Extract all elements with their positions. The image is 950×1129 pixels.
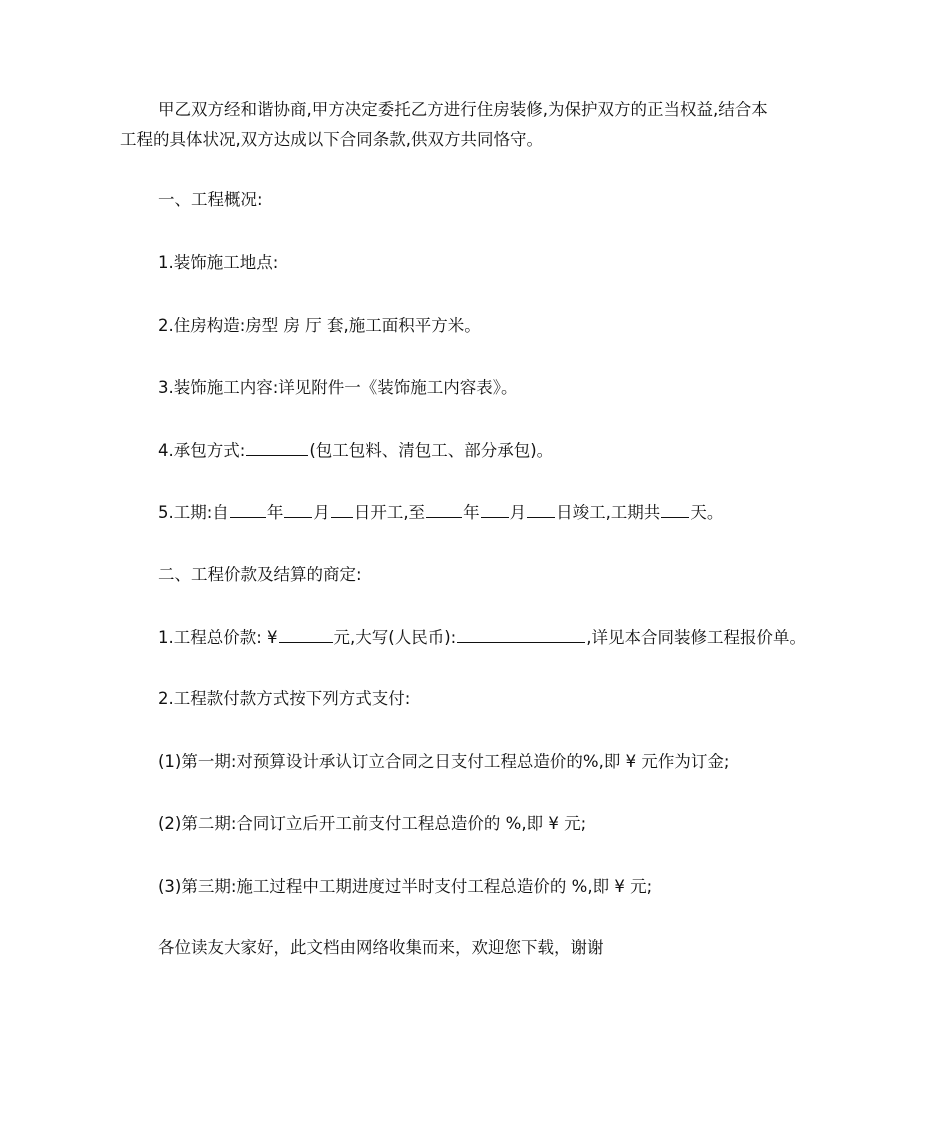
section-1-item-1: 1.装饰施工地点: xyxy=(158,253,279,272)
payment-phase-3: (3)第三期:施工过程中工期进度过半时支付工程总造价的 %,即 ¥ 元; xyxy=(158,877,653,896)
payment-phase-1: (1)第一期:对预算设计承认订立合同之日支付工程总造价的%,即 ¥ 元作为订金; xyxy=(158,752,730,771)
end-day-label: 日竣工,工期共 xyxy=(556,503,661,522)
contract-mode-label: 4.承包方式: xyxy=(158,441,246,460)
payment-phase-2: (2)第二期:合同订立后开工前支付工程总造价的 %,即 ¥ 元; xyxy=(158,814,587,833)
end-day-blank xyxy=(527,501,555,518)
start-day-blank xyxy=(331,501,353,518)
contract-mode-options: (包工包料、清包工、部分承包)。 xyxy=(309,441,554,460)
end-month-blank xyxy=(481,501,509,518)
start-year-label: 年 xyxy=(266,503,284,522)
contract-mode-blank xyxy=(246,439,308,456)
intro-line-1: 甲乙双方经和谐协商,甲方决定委托乙方进行住房装修,为保护双方的正当权益,结合本 xyxy=(158,100,768,119)
duration-label: 天。 xyxy=(690,503,724,522)
section-1-item-2: 2.住房构造:房型 房 厅 套,施工面积平方米。 xyxy=(158,316,481,335)
capital-amount-label: 元,大写(人民币): xyxy=(333,628,457,647)
start-year-blank xyxy=(230,501,266,518)
footer-note: 各位读友大家好，此文档由网络收集而来，欢迎您下载，谢谢 xyxy=(158,938,604,957)
schedule-label: 5.工期:自 xyxy=(158,503,229,522)
section-1-item-4 xyxy=(158,439,553,462)
end-year-blank xyxy=(426,501,462,518)
start-month-blank xyxy=(284,501,312,518)
start-month-label: 月 xyxy=(313,503,330,522)
start-day-label: 日开工,至 xyxy=(353,503,426,522)
end-month-label: 月 xyxy=(509,503,527,522)
section-2-heading: 二、工程价款及结算的商定: xyxy=(158,565,362,584)
section-2-item-2: 2.工程款付款方式按下列方式支付: xyxy=(158,689,411,708)
section-1-item-5 xyxy=(158,501,723,524)
section-1-item-3: 3.装饰施工内容:详见附件一《装饰施工内容表》。 xyxy=(158,378,518,397)
capital-amount-blank xyxy=(457,626,585,643)
end-year-label: 年 xyxy=(463,503,480,522)
total-price-blank xyxy=(279,626,333,643)
section-2-item-1 xyxy=(158,626,806,649)
quote-reference: ,详见本合同装修工程报价单。 xyxy=(586,628,806,647)
duration-blank xyxy=(661,501,689,518)
section-1-heading: 一、工程概况: xyxy=(158,190,263,209)
total-price-label: 1.工程总价款: ¥ xyxy=(158,628,278,647)
intro-line-2: 工程的具体状况,双方达成以下合同条款,供双方共同恪守。 xyxy=(120,130,543,149)
